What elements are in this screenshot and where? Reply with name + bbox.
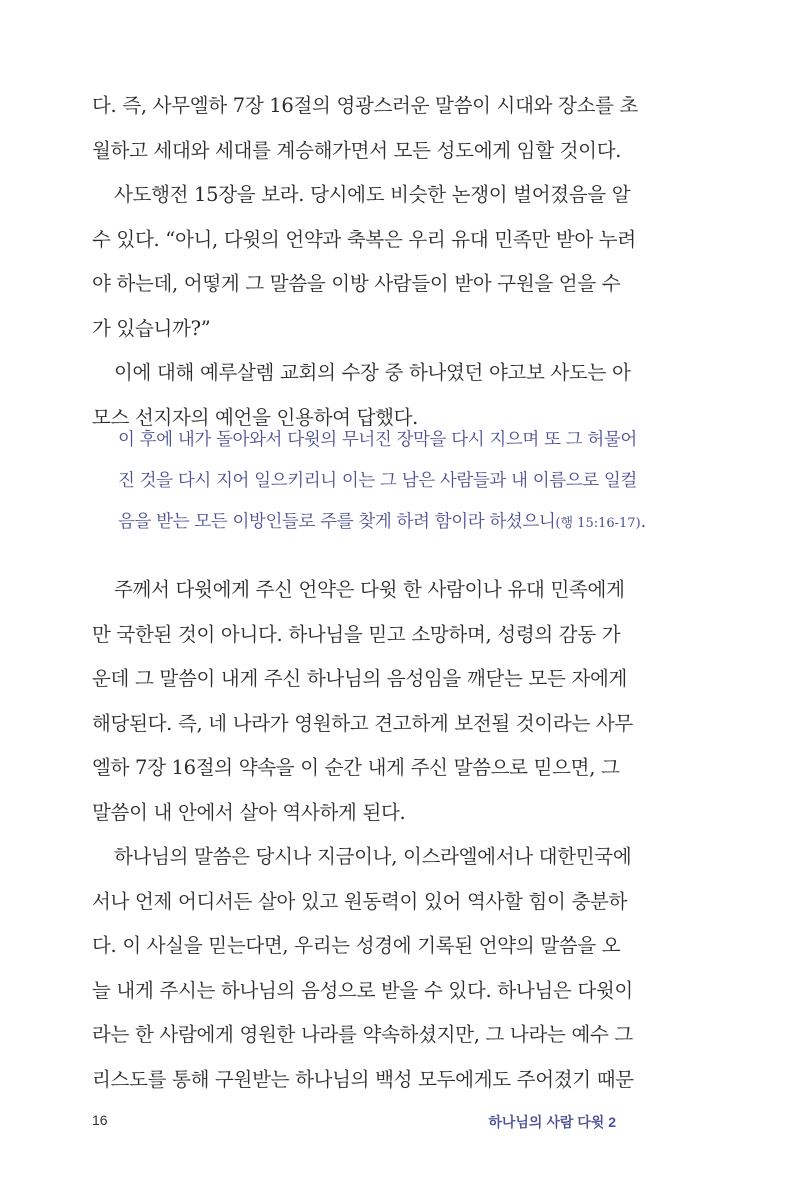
page-footer bbox=[92, 1112, 616, 1136]
quote-line: 이 후에 내가 돌아와서 다윗의 무너진 장막을 다시 지으며 또 그 허물어 bbox=[118, 430, 637, 450]
text-line: 가 있습니까?” bbox=[92, 316, 211, 340]
text-line: 다. 이 사실을 믿는다면, 우리는 성경에 기록된 언약의 말씀을 오 bbox=[92, 934, 621, 957]
text-line: 엘하 7장 16절의 약속을 이 순간 내게 주신 말씀으로 믿으면, 그 bbox=[92, 756, 620, 779]
text-line: 하나님의 말씀은 당시나 지금이나, 이스라엘에서나 대한민국에 bbox=[114, 845, 632, 868]
text-line: 말씀이 내 안에서 살아 역사하게 된다. bbox=[92, 800, 406, 824]
quote-end-mark: . bbox=[640, 512, 646, 532]
text-line: 사도행전 15장을 보라. 당시에도 비슷한 논쟁이 벌어졌음을 알 bbox=[114, 183, 631, 206]
running-title: 하나님의 사람 다윗 2 bbox=[488, 1114, 616, 1130]
quote-line: 진 것을 다시 지어 일으키리니 이는 그 남은 사람들과 내 이름으로 일컬 bbox=[118, 471, 637, 491]
text-line: 늘 내게 주시는 하나님의 음성으로 받을 수 있다. 하나님은 다윗이 bbox=[92, 978, 633, 1002]
scripture-quote bbox=[118, 420, 646, 543]
text-line: 월하고 세대와 세대를 계승해가면서 모든 성도에게 임할 것이다. bbox=[92, 138, 622, 162]
text-line: 주께서 다윗에게 주신 언약은 다윗 한 사람이나 유대 민족에게 bbox=[114, 578, 625, 601]
page-number: 16 bbox=[92, 1112, 108, 1128]
text-line: 해당된다. 즉, 네 나라가 영원하고 견고하게 보전될 것이라는 사무 bbox=[92, 711, 633, 735]
scripture-reference: (행 15:16-17) bbox=[555, 516, 641, 531]
body-text-block-2 bbox=[92, 568, 634, 1102]
text-line: 이에 대해 예루살렘 교회의 수장 중 하나였던 야고보 사도는 아 bbox=[114, 361, 631, 384]
text-line: 야 하는데, 어떻게 그 말씀을 이방 사람들이 받아 구원을 얻을 수 bbox=[92, 272, 621, 295]
quote-line bbox=[118, 502, 646, 543]
text-line: 다. 즉, 사무엘하 7장 16절의 영광스러운 말씀이 시대와 장소를 초 bbox=[92, 94, 639, 117]
text-line: 수 있다. “아니, 다윗의 언약과 축복은 우리 유대 민족만 받아 누려 bbox=[92, 227, 636, 251]
text-line: 만 국한된 것이 아니다. 하나님을 믿고 소망하며, 성령의 감동 가 bbox=[92, 622, 621, 646]
text-line: 리스도를 통해 구원받는 하나님의 백성 모두에게도 주어졌기 때문 bbox=[92, 1067, 634, 1091]
text-line: 서나 언제 어디서든 살아 있고 원동력이 있어 역사할 힘이 충분하 bbox=[92, 889, 628, 913]
text-line: 운데 그 말씀이 내게 주신 하나님의 음성임을 깨닫는 모든 자에게 bbox=[92, 667, 628, 690]
text-line: 라는 한 사람에게 영원한 나라를 약속하셨지만, 그 나라는 예수 그 bbox=[92, 1023, 633, 1046]
text-line: 모스 선지자의 예언을 인용하여 답했다. bbox=[92, 405, 419, 429]
quote-line-text: 음을 받는 모든 이방인들로 주를 찾게 하려 함이라 하셨으니 bbox=[118, 512, 556, 532]
